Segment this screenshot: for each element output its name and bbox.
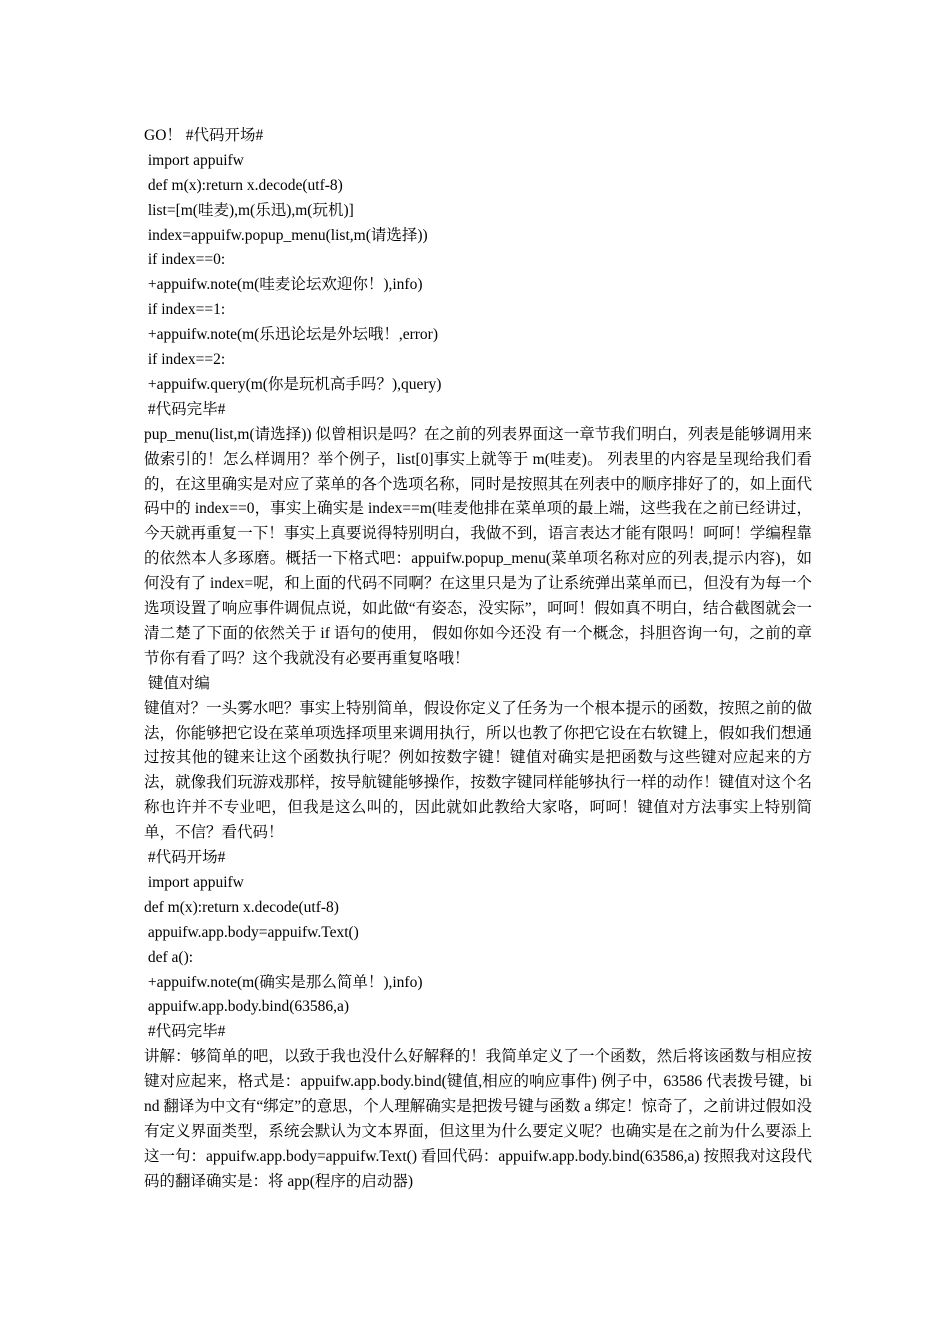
code-line: +appuifw.note(m(乐迅论坛是外坛哦！,error) (144, 326, 438, 344)
code-line: list=[m(哇麦),m(乐迅),m(玩机)] (144, 201, 354, 219)
code-block-2 (144, 846, 812, 1045)
code-line: def a(): (144, 948, 194, 966)
code-line: +appuifw.query(m(你是玩机高手吗？),query) (144, 375, 442, 393)
paragraph-popup-menu: pup_menu(list,m(请选择)) 似曾相识是吗？在之前的列表界面这一章节我们明白，列表是能够调用来做索引的！怎么样调用？举个例子，list[0]事实上就等于 m(哇麦)。 列表里的内容是呈现给我们看的，在这里确实是对应了菜单的各个选项名称，同时是按照其在列表中的顺序排好了的，如上面代码中的 index==0，事实上确实是 index==m(哇麦他排在菜单项的最上端，这些我在之前已经讲过，今天就再重复一下！事实上真要说得特别明白，我做不到，语言表达才能有限吗！呵呵！学编程靠的依然本人多琢磨。概括一下格式吧：appuifw.popup_menu(菜单项名称对应的列表,提示内容)，如何没有了 index=呢，和上面的代码不同啊？在这里只是为了让系统弹出菜单而已，但没有为每一个选项设置了响应事件调侃点说，如此做“有姿态，没实际”，呵呵！假如真不明白，结合截图就会一清二楚了下面的依然关于 if 语句的使用， 假如你如今还没 有一个概念，抖胆咨询一句，之前的章节你有看了吗？这个我就没有必要再重复咯哦！ (144, 425, 812, 667)
code-line: #代码完毕# (144, 1023, 226, 1041)
code-line: import appuifw (144, 151, 244, 169)
document-page (144, 124, 812, 1195)
section-heading: 键值对编 (144, 674, 210, 692)
code-line: +appuifw.note(m(哇麦论坛欢迎你！),info) (144, 276, 423, 294)
code-line: appuifw.app.body=appuifw.Text() (144, 923, 359, 941)
code-line: #代码完毕# (144, 400, 226, 418)
code-line: if index==1: (144, 301, 226, 319)
code-block-1 (144, 149, 812, 423)
code-line: import appuifw (144, 873, 244, 891)
paragraph-explanation: 讲解：够简单的吧，以致于我也没什么好解释的！我简单定义了一个函数，然后将该函数与相应按键对应起来，格式是：appuifw.app.body.bind(键值,相应的响应事件) 例子中，63586 代表拨号键，bind 翻译为中文有“绑定”的意思，个人理解确实是把拨号键与函数 a 绑定！惊奇了，之前讲过假如没有定义界面类型，系统会默认为文本界面，但这里为什么要定义呢？也确实是在之前为什么要添上这一句：appuifw.app.body=appuifw.Text() 看回代码：appuifw.app.body.bind(63586,a) 按照我对这段代码的翻译确实是：将 app(程序的启动器) (144, 1048, 812, 1190)
code-line: #代码开场# (144, 849, 226, 867)
code-line: def m(x):return x.decode(utf-8) (144, 898, 339, 916)
code-line: if index==0: (144, 251, 226, 269)
code-line: +appuifw.note(m(确实是那么简单！),info) (144, 973, 423, 991)
intro-line: GO！ #代码开场# (144, 127, 264, 144)
paragraph-key-binding: 键值对？一头雾水吧？事实上特别简单，假设你定义了任务为一个根本提示的函数，按照之前的做法，你能够把它设在菜单项选择项里来调用执行，所以也教了你把它设在右软键上，假如我们想通过按其他的键来让这个函数执行呢？例如按数字键！键值对确实是把函数与这些键对应起来的方法，就像我们玩游戏那样，按导航键能够操作，按数字键同样能够执行一样的动作！键值对这个名称也许并不专业吧，但我是这么叫的，因此就如此教给大家咯，呵呵！键值对方法事实上特别简单，不信？看代码！ (144, 699, 812, 842)
code-line: def m(x):return x.decode(utf-8) (144, 176, 343, 194)
code-line: appuifw.app.body.bind(63586,a) (144, 998, 350, 1016)
code-line: if index==2: (144, 351, 226, 369)
code-line: index=appuifw.popup_menu(list,m(请选择)) (144, 226, 428, 244)
